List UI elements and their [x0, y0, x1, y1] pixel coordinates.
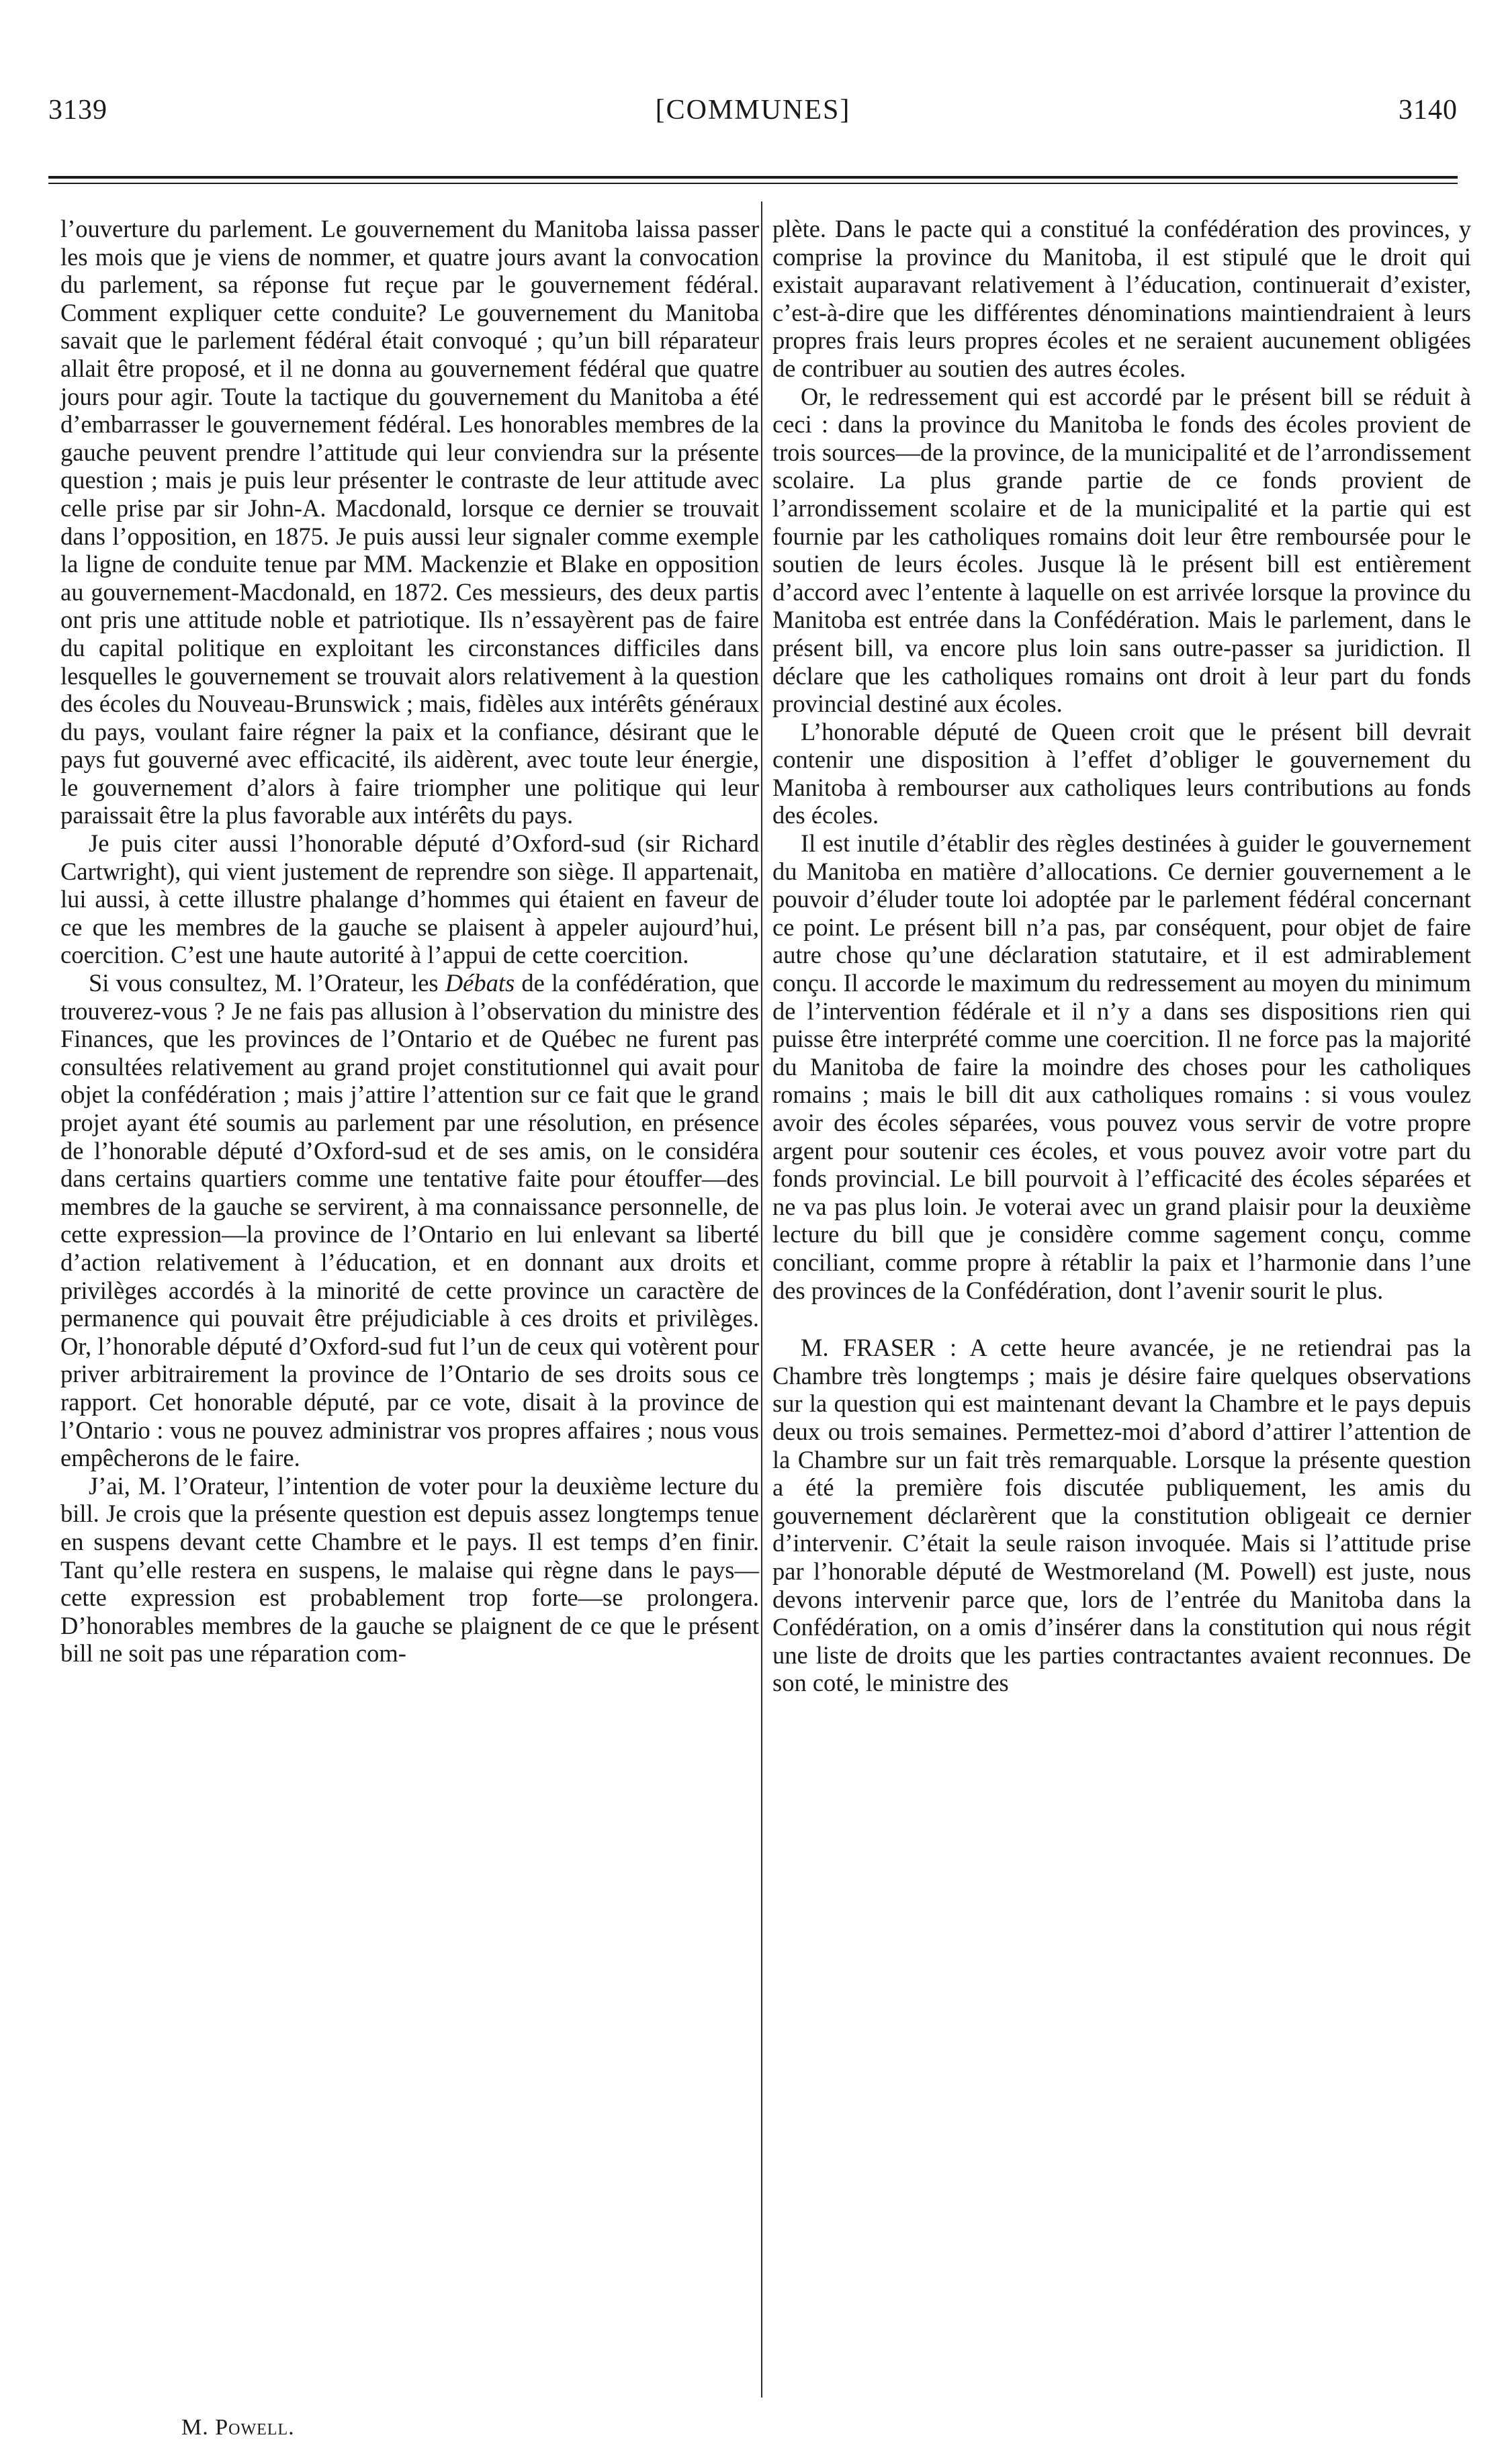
- speaker-name: M. FRASER :: [801, 1334, 957, 1362]
- paragraph: [772, 1334, 1471, 1697]
- running-header: [48, 94, 1458, 141]
- header-rule-thin: [48, 183, 1458, 184]
- left-column: [60, 215, 759, 1668]
- page-number-right: 3140: [1399, 95, 1458, 126]
- paragraph: l’ouverture du parlement. Le gouvernement du Manitoba laissa passer les mois que je viens de nommer, et quatre jours avant la convocation du parlement, sa réponse fut reçue par le gouvernement fédéral. Comment expliquer cette conduite? Le gouvernement du Manitoba savait que le parlement fédéral était convoqué ; qu’un bill réparateur allait être proposé, et il ne donna au gouvernement fédéral que quatre jours pour agir. Toute la tactique du gouvernement du Manitoba a été d’embarrasser le gouvernement fédéral. Les honorables membres de la gauche peuvent prendre l’attitude qui leur conviendra sur la présente question ; mais je puis leur présenter le contraste de leur attitude avec celle prise par sir John-A. Macdonald, lorsque ce dernier se trouvait dans l’opposition, en 1875. Je puis aussi leur signaler comme exemple la ligne de conduite tenue par MM. Mackenzie et Blake en opposition au gouvernement-Macdonald, en 1872. Ces messieurs, des deux partis ont pris une attitude noble et patriotique. Ils n’essayèrent pas de faire du capital politique en exploitant les circonstances difficiles dans lesquelles le gouvernement se trouvait alors relativement à la question des écoles du Nouveau-Brunswick ; mais, fidèles aux intérêts généraux du pays, voulant faire régner la paix et la confiance, désirant que le pays fut gouverné avec efficacité, ils aidèrent, avec toute leur énergie, le gouvernement d’alors à faire triompher une politique qui leur paraissait être la plus favorable aux intérêts du pays.: [60, 215, 759, 829]
- running-title: [COMMUNES]: [655, 95, 851, 126]
- paragraph: [60, 969, 759, 1472]
- paragraph: L’honorable député de Queen croit que le présent bill devrait contenir une disposition à l’effet d’obliger le gouvernement du Manitoba à rembourser aux catholiques leurs contributions au fonds des écoles.: [772, 717, 1471, 829]
- paragraph: Or, le redressement qui est accordé par le présent bill se réduit à ceci : dans la province du Manitoba le fonds des écoles provient de trois sources—de la province, de la municipalité et de l’arrondissement scolaire. La plus grande partie de ce fonds provient de l’arrondissement scolaire et de la municipalité et la partie qui est fournie par les catholiques romains doit leur être remboursée pour le soutien de leurs écoles. Jusque là le présent bill est entièrement d’accord avec l’entente à laquelle on est arrivée lorsque la province du Manitoba est entrée dans la Confédération. Mais le parlement, dans le présent bill, va encore plus loin sans outre-passer sa juridiction. Il déclare que les catholiques romains ont droit à leur part du fonds provincial destiné aux écoles.: [772, 382, 1471, 718]
- right-column: [772, 215, 1471, 1697]
- header-rule-thick: [48, 176, 1458, 179]
- paragraph: Je puis citer aussi l’honorable député d’Oxford-sud (sir Richard Cartwright), qui vient justement de reprendre son siège. Il appartenait, lui aussi, à cette illustre phalange d’hommes qui étaient en faveur de ce que les membres de la gauche se plaisent à appeler aujourd’hui, coercition. C’est une haute autorité à l’appui de cette coercition.: [60, 829, 759, 969]
- text-run: Si vous consultez, M. l’Orateur, les: [89, 969, 445, 997]
- text-run: A cette heure avancée, je ne retiendrai pas la Chambre très longtemps ; mais je désire faire quelques observations sur la question qui est maintenant devant la Chambre et le pays depuis deux ou trois semaines. Permettez-moi d’abord d’attirer l’attention de la Chambre sur un fait très remarquable. Lorsque la présente question a été la première fois discutée publiquement, les amis du gouvernement déclarèrent que la constitution obligeait ce dernier d’intervenir. C’était la seule raison invoquée. Mais si l’attitude prise par l’honorable député de Westmoreland (M. Powell) est juste, nous devons intervenir parce que, lors de l’entrée du Manitoba dans la Confédération, on a omis d’insérer dans la constitution qui nous régit une liste de droits que les parties contractantes avaient reconnues. De son coté, le ministre des: [772, 1334, 1471, 1697]
- paragraph: plète. Dans le pacte qui a constitué la confédération des provinces, y comprise la province du Manitoba, il est stipulé que le droit qui existait auparavant relativement à l’éducation, continuerait d’exister, c’est-à-dire que les différentes dénominations maintiendraient à leurs propres frais leurs propres écoles et ne seraient aucunement obligées de contribuer au soutien des autres écoles.: [772, 215, 1471, 382]
- page-number-left: 3139: [48, 95, 107, 126]
- column-divider: [761, 201, 762, 2398]
- text-run: de la confédération, que trouverez-vous ? Je ne fais pas allusion à l’observation du ministre des Finances, que les provinces de l’Ontario et de Québec ne furent pas consultées relativement au grand projet constitutionnel qui avait pour objet la confédération ; mais j’attire l’attention sur ce fait que le grand projet ayant été soumis au parlement par une résolution, en présence de l’honorable député d’Oxford-sud et de ses amis, on le considéra dans certains quartiers comme une tentative faite pour étouffer—des membres de la gauche se servirent, à ma connaissance personnelle, de cette expression—la province de l’Ontario en lui enlevant sa liberté d’action relativement à l’éducation, et en donnant aux droits et privilèges accordés à la minorité de cette province un caractère de permanence qui pouvait être préjudiciable à ces droits et privilèges. Or, l’honorable député d’Oxford-sud fut l’un de ceux qui votèrent pour priver arbitrairement la province de l’Ontario de ses droits sous ce rapport. Cet honorable député, par ce vote, disait à la province de l’Ontario : vous ne pouvez administrar vos propres affaires ; nous vous empêcherons de le faire.: [60, 969, 760, 1472]
- paragraph: Il est inutile d’établir des règles destinées à guider le gouvernement du Manitoba en matière d’allocations. Ce dernier gouvernement a le pouvoir d’éluder toute loi adoptée par le parlement fédéral concernant ce point. Le présent bill n’a pas, par conséquent, pour objet de faire autre chose qu’une déclaration statutaire, et il est admirablement conçu. Il accorde le maximum du redressement au moyen du minimum de l’intervention fédérale et il n’y a dans ses dispositions rien qui puisse être interprété comme une coercition. Il ne force pas la majorité du Manitoba de faire la moindre des choses pour les catholiques romains ; mais le bill dit aux catholiques romains : si vous voulez avoir des écoles séparées, vous pouvez vous servir de votre propre argent pour soutenir ces écoles, et vous pouvez avoir votre part du fonds provincial. Le bill pourvoit à l’efficacité des écoles séparées et ne va pas plus loin. Je voterai avec un grand plaisir pour la deuxième lecture du bill que je considère comme sagement conçu, comme conciliant, comme propre à rétablir la paix et l’harmonie dans l’une des provinces de la Confédération, dont l’avenir sourit le plus.: [772, 829, 1471, 1304]
- column-footer-speaker: M. Powell.: [181, 2415, 295, 2440]
- italic-title: Débats: [445, 969, 515, 997]
- paragraph: J’ai, M. l’Orateur, l’intention de voter pour la deuxième lecture du bill. Je crois que la présente question est depuis assez longtemps tenue en suspens devant cette Chambre et le pays. Il est temps d’en finir. Tant qu’elle restera en suspens, le malaise qui règne dans le pays—cette expression est probablement trop forte—se prolongera. D’honorables membres de la gauche se plaignent de ce que le présent bill ne soit pas une réparation com-: [60, 1471, 759, 1668]
